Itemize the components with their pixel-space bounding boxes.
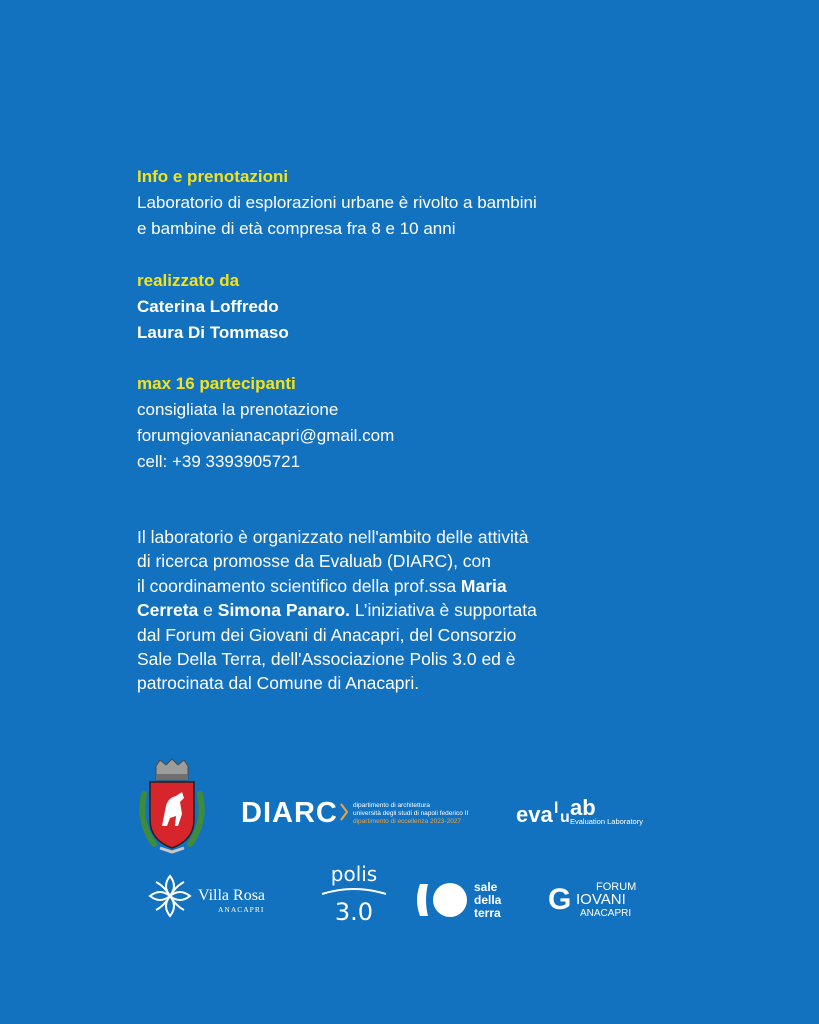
evaluab-name-part: u [560,809,570,826]
about-line: Il laboratorio è organizzato nell'ambito delle attività [137,527,529,547]
coordinator-name: Maria [460,575,507,596]
about-line: dal Forum dei Giovani di Anacapri, del Consorzio [137,624,517,645]
villa-rosa-ornament-icon [150,876,190,916]
credits-section [137,268,289,346]
evaluab-name-part: ab [570,795,596,820]
booking-note: consigliata la prenotazione [137,400,339,419]
villa-rosa-name: Villa Rosa [198,887,266,904]
evaluab-name-part: l [554,800,559,817]
diarc-department: dipartimento di architettura [353,802,430,809]
forum-text: ANACAPRI [580,908,632,919]
about-text: L’iniziativa è supportata [350,600,537,621]
sale-della-terra-text: terra [474,906,501,920]
polis-name: polis [330,862,378,886]
about-text: e [198,600,218,621]
evaluab-subtitle: Evaluation Laboratory [570,817,643,826]
info-line-2: e bambine di età compresa fra 8 e 10 anni [137,219,456,238]
coordinator-name: Cerreta [137,600,199,621]
sale-della-terra-mark-icon [417,883,467,917]
info-heading: Info e prenotazioni [137,167,289,186]
credits-heading: realizzato da [137,271,240,290]
contact-phone[interactable]: cell: +39 3393905721 [137,452,301,471]
forum-text: IOVANI [576,891,626,908]
polis-logo [318,864,390,924]
polis-version: 3.0 [334,898,374,926]
coordinator-name: Simona Panaro. [217,600,351,621]
forum-text: FORUM [596,881,637,893]
author-name: Laura Di Tommaso [137,323,289,342]
diarc-logo [241,796,491,828]
anacapri-crest-logo [136,760,208,856]
info-section [137,164,537,242]
diarc-excellence: dipartimento di eccellenza 2023-2027 [353,818,462,825]
about-paragraph [137,525,677,696]
about-text: il coordinamento scientifico della prof.ssa [137,575,461,596]
sale-della-terra-logo [414,878,514,922]
forum-giovani-logo [546,875,646,921]
author-name: Caterina Loffredo [137,297,279,316]
participants-heading: max 16 partecipanti [137,374,296,393]
info-line-1: Laboratorio di esplorazioni urbane è rivolto a bambini [137,193,537,212]
forum-g-letter: G [548,883,572,916]
villa-rosa-place: ANACAPRI [218,905,265,914]
evaluab-logo [516,795,651,829]
about-line [137,598,677,622]
villa-rosa-logo [148,872,283,920]
about-line: di ricerca promosse da Evaluab (DIARC), con [137,551,492,572]
crest-icon [136,760,208,856]
diarc-university: università degli studi di napoli federico II [353,810,469,817]
sale-della-terra-text: sale [474,880,498,894]
about-line [137,574,677,598]
diarc-name: DIARC [241,797,338,829]
contact-email[interactable]: forumgiovanianacapri@gmail.com [137,426,395,445]
about-line: Sale Della Terra, dell'Associazione Polis 3.0 ed è [137,649,516,670]
sale-della-terra-text: della [474,893,502,907]
evaluab-name-part: eva [516,802,553,827]
about-line: patrocinata dal Comune di Anacapri. [137,673,420,694]
participants-section [137,371,394,475]
